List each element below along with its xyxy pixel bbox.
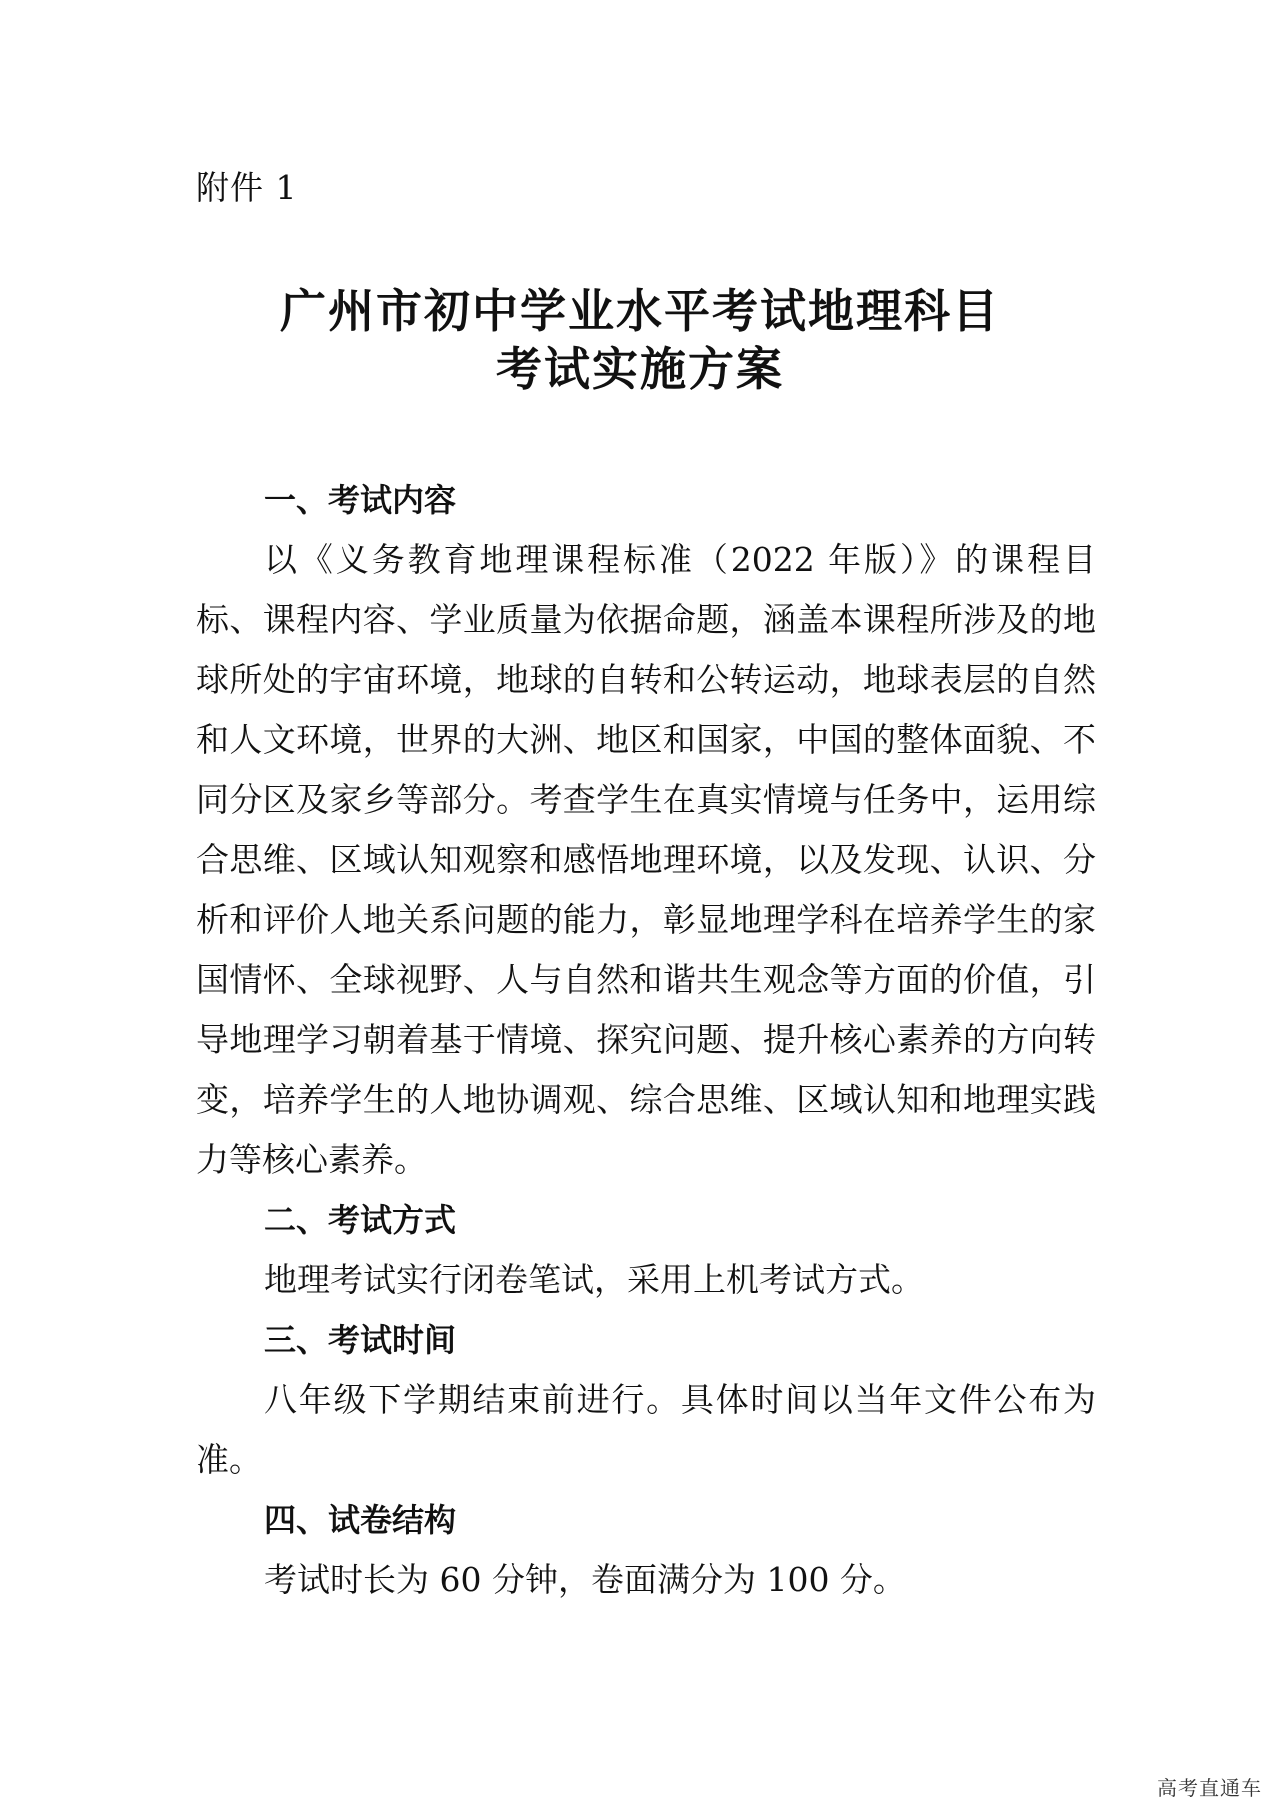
section-heading-method: 二、考试方式 (264, 1201, 457, 1239)
section-heading-structure: 四、试卷结构 (264, 1501, 457, 1539)
section-text-method: 地理考试实行闭卷笔试，采用上机考试方式。 (264, 1260, 924, 1299)
section-text-structure: 考试时长为 60 分钟，卷面满分为 100 分。 (264, 1560, 906, 1599)
section-text-content: 以《义务教育地理课程标准（2022 年版）》的课程目标、课程内容、学业质量为依据命题，涵盖本课程所涉及的地球所处的宇宙环境，地球的自转和公转运动，地球表层的自然和人文环境，世界的大洲、地区和国家，中国的整体面貌、不同分区及家乡等部分。考查学生在真实情境与任务中，运用综合思维、区域认知观察和感悟地理环境，以及发现、认识、分析和评价人地关系问题的能力，彰显地理学科在培养学生的家国情怀、全球视野、人与自然和谐共生观念等方面的价值，引导地理学习朝着基于情境、探究问题、提升核心素养的方向转变，培养学生的人地协调观、综合思维、区域认知和地理实践力等核心素养。 (196, 540, 1096, 1179)
section-heading-time: 三、考试时间 (264, 1321, 457, 1359)
document-title (150, 282, 1130, 398)
attachment-label: 附件 1 (196, 168, 298, 207)
section-text-time: 八年级下学期结束前进行。具体时间以当年文件公布为准。 (196, 1380, 1096, 1479)
watermark: 高考直通车 (1157, 1776, 1262, 1800)
title-line-2: 考试实施方案 (496, 342, 784, 396)
title-line-1: 广州市初中学业水平考试地理科目 (280, 284, 1000, 338)
document-body (196, 470, 1096, 1610)
section-heading-content: 一、考试内容 (264, 481, 457, 519)
